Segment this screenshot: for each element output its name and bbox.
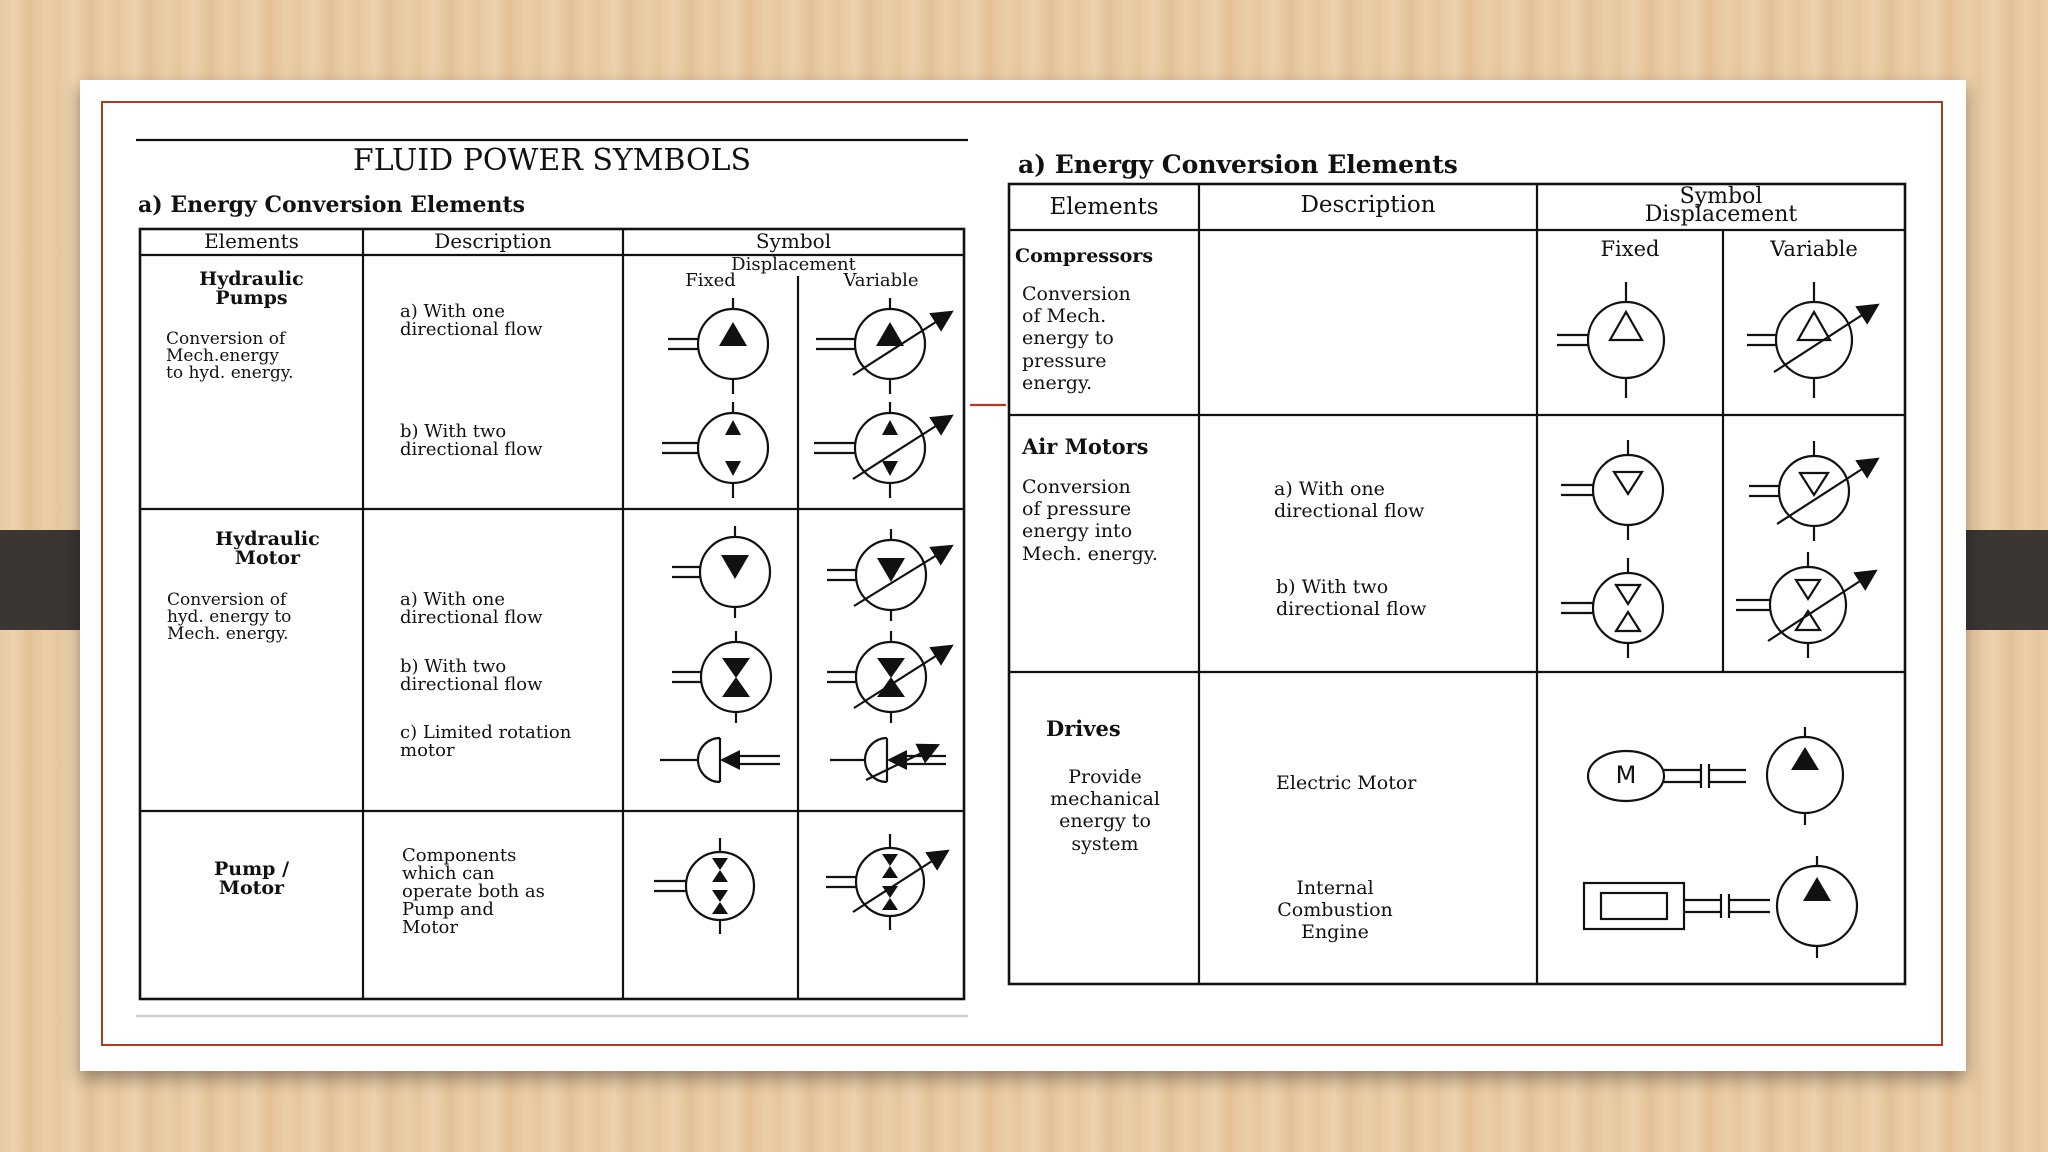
motor-one-direction-variable-symbol xyxy=(827,529,950,621)
left-header-description: Description xyxy=(434,229,552,253)
compressor-variable-symbol xyxy=(1747,282,1876,398)
right-row-airmotors-item-b: b) With two directional flow xyxy=(1276,576,1427,621)
air-motor-two-direction-fixed-symbol xyxy=(1561,558,1663,658)
symbol-drawing xyxy=(80,80,1966,1071)
pump-motor-fixed-symbol xyxy=(654,838,754,934)
right-header-description: Description xyxy=(1300,192,1436,218)
right-header-variable: Variable xyxy=(1770,237,1858,261)
air-motor-one-direction-fixed-symbol xyxy=(1561,440,1663,540)
ic-engine-drive-symbol xyxy=(1584,856,1857,958)
limited-rotation-variable-symbol xyxy=(830,738,946,782)
compressor-fixed-symbol xyxy=(1557,282,1664,398)
limited-rotation-fixed-symbol xyxy=(660,738,780,782)
right-header-displacement: Displacement xyxy=(1644,202,1798,227)
motor-two-direction-fixed-symbol xyxy=(672,631,771,723)
right-section-heading: a) Energy Conversion Elements xyxy=(1018,150,1458,179)
left-row-motor-desc: Conversion of hyd. energy to Mech. energy. xyxy=(167,590,292,644)
right-table-grid xyxy=(1009,184,1905,984)
left-row-motor-element: Hydraulic Motor xyxy=(215,528,320,569)
right-row-drives-element: Drives xyxy=(1046,716,1121,741)
left-header-elements: Elements xyxy=(204,229,299,253)
right-row-compressors-desc: Conversion of Mech. energy to pressure energy. xyxy=(1022,283,1131,394)
right-row-drives-item-engine: Internal Combustion Engine xyxy=(1277,877,1393,944)
right-row-airmotors-element: Air Motors xyxy=(1022,434,1149,459)
right-row-airmotors-item-a: a) With one directional flow xyxy=(1274,478,1425,523)
pump-two-direction-fixed-symbol xyxy=(662,402,768,498)
right-header-fixed: Fixed xyxy=(1600,237,1660,261)
left-section-heading: a) Energy Conversion Elements xyxy=(138,192,526,218)
pump-one-direction-fixed-symbol xyxy=(668,298,768,394)
left-header-symbol: Symbol xyxy=(755,229,832,253)
left-header-displacement: Displacement xyxy=(731,254,856,275)
electric-motor-letter: M xyxy=(1615,761,1637,789)
air-motor-one-direction-variable-symbol xyxy=(1749,441,1876,541)
right-row-drives-item-electric: Electric Motor xyxy=(1276,772,1417,794)
right-row-airmotors-desc: Conversion of pressure energy into Mech. energy. xyxy=(1022,476,1158,565)
left-title: FLUID POWER SYMBOLS xyxy=(352,143,752,178)
left-row-pumps-item-b: b) With two directional flow xyxy=(400,421,543,460)
left-row-pumpmotor-item: Components which can operate both as Pump and Motor xyxy=(402,845,545,938)
pump-one-direction-variable-symbol xyxy=(816,298,950,394)
left-row-pumps-item-a: a) With one directional flow xyxy=(400,301,543,340)
left-header-fixed: Fixed xyxy=(685,270,736,291)
air-motor-two-direction-variable-symbol xyxy=(1736,552,1874,658)
motor-one-direction-fixed-symbol xyxy=(672,526,770,618)
left-row-pumps-desc: Conversion of Mech.energy to hyd. energy. xyxy=(166,329,294,383)
right-row-drives-desc: Provide mechanical energy to system xyxy=(1050,766,1160,855)
slide xyxy=(80,80,1966,1071)
pump-two-direction-variable-symbol xyxy=(814,402,950,498)
left-row-pumpmotor-element: Pump / Motor xyxy=(213,858,290,899)
left-row-motor-item-b: b) With two directional flow xyxy=(400,656,543,695)
right-header-symbol: Symbol xyxy=(1679,184,1763,209)
pump-motor-variable-symbol xyxy=(826,834,946,930)
left-row-motor-item-c: c) Limited rotation motor xyxy=(400,722,572,761)
left-row-motor-item-a: a) With one directional flow xyxy=(400,589,543,628)
left-header-variable: Variable xyxy=(843,270,919,291)
right-header-elements: Elements xyxy=(1049,194,1159,220)
motor-two-direction-variable-symbol xyxy=(827,631,950,723)
left-row-pumps-element: Hydraulic Pumps xyxy=(199,268,304,309)
right-row-compressors-element: Compressors xyxy=(1015,245,1154,267)
